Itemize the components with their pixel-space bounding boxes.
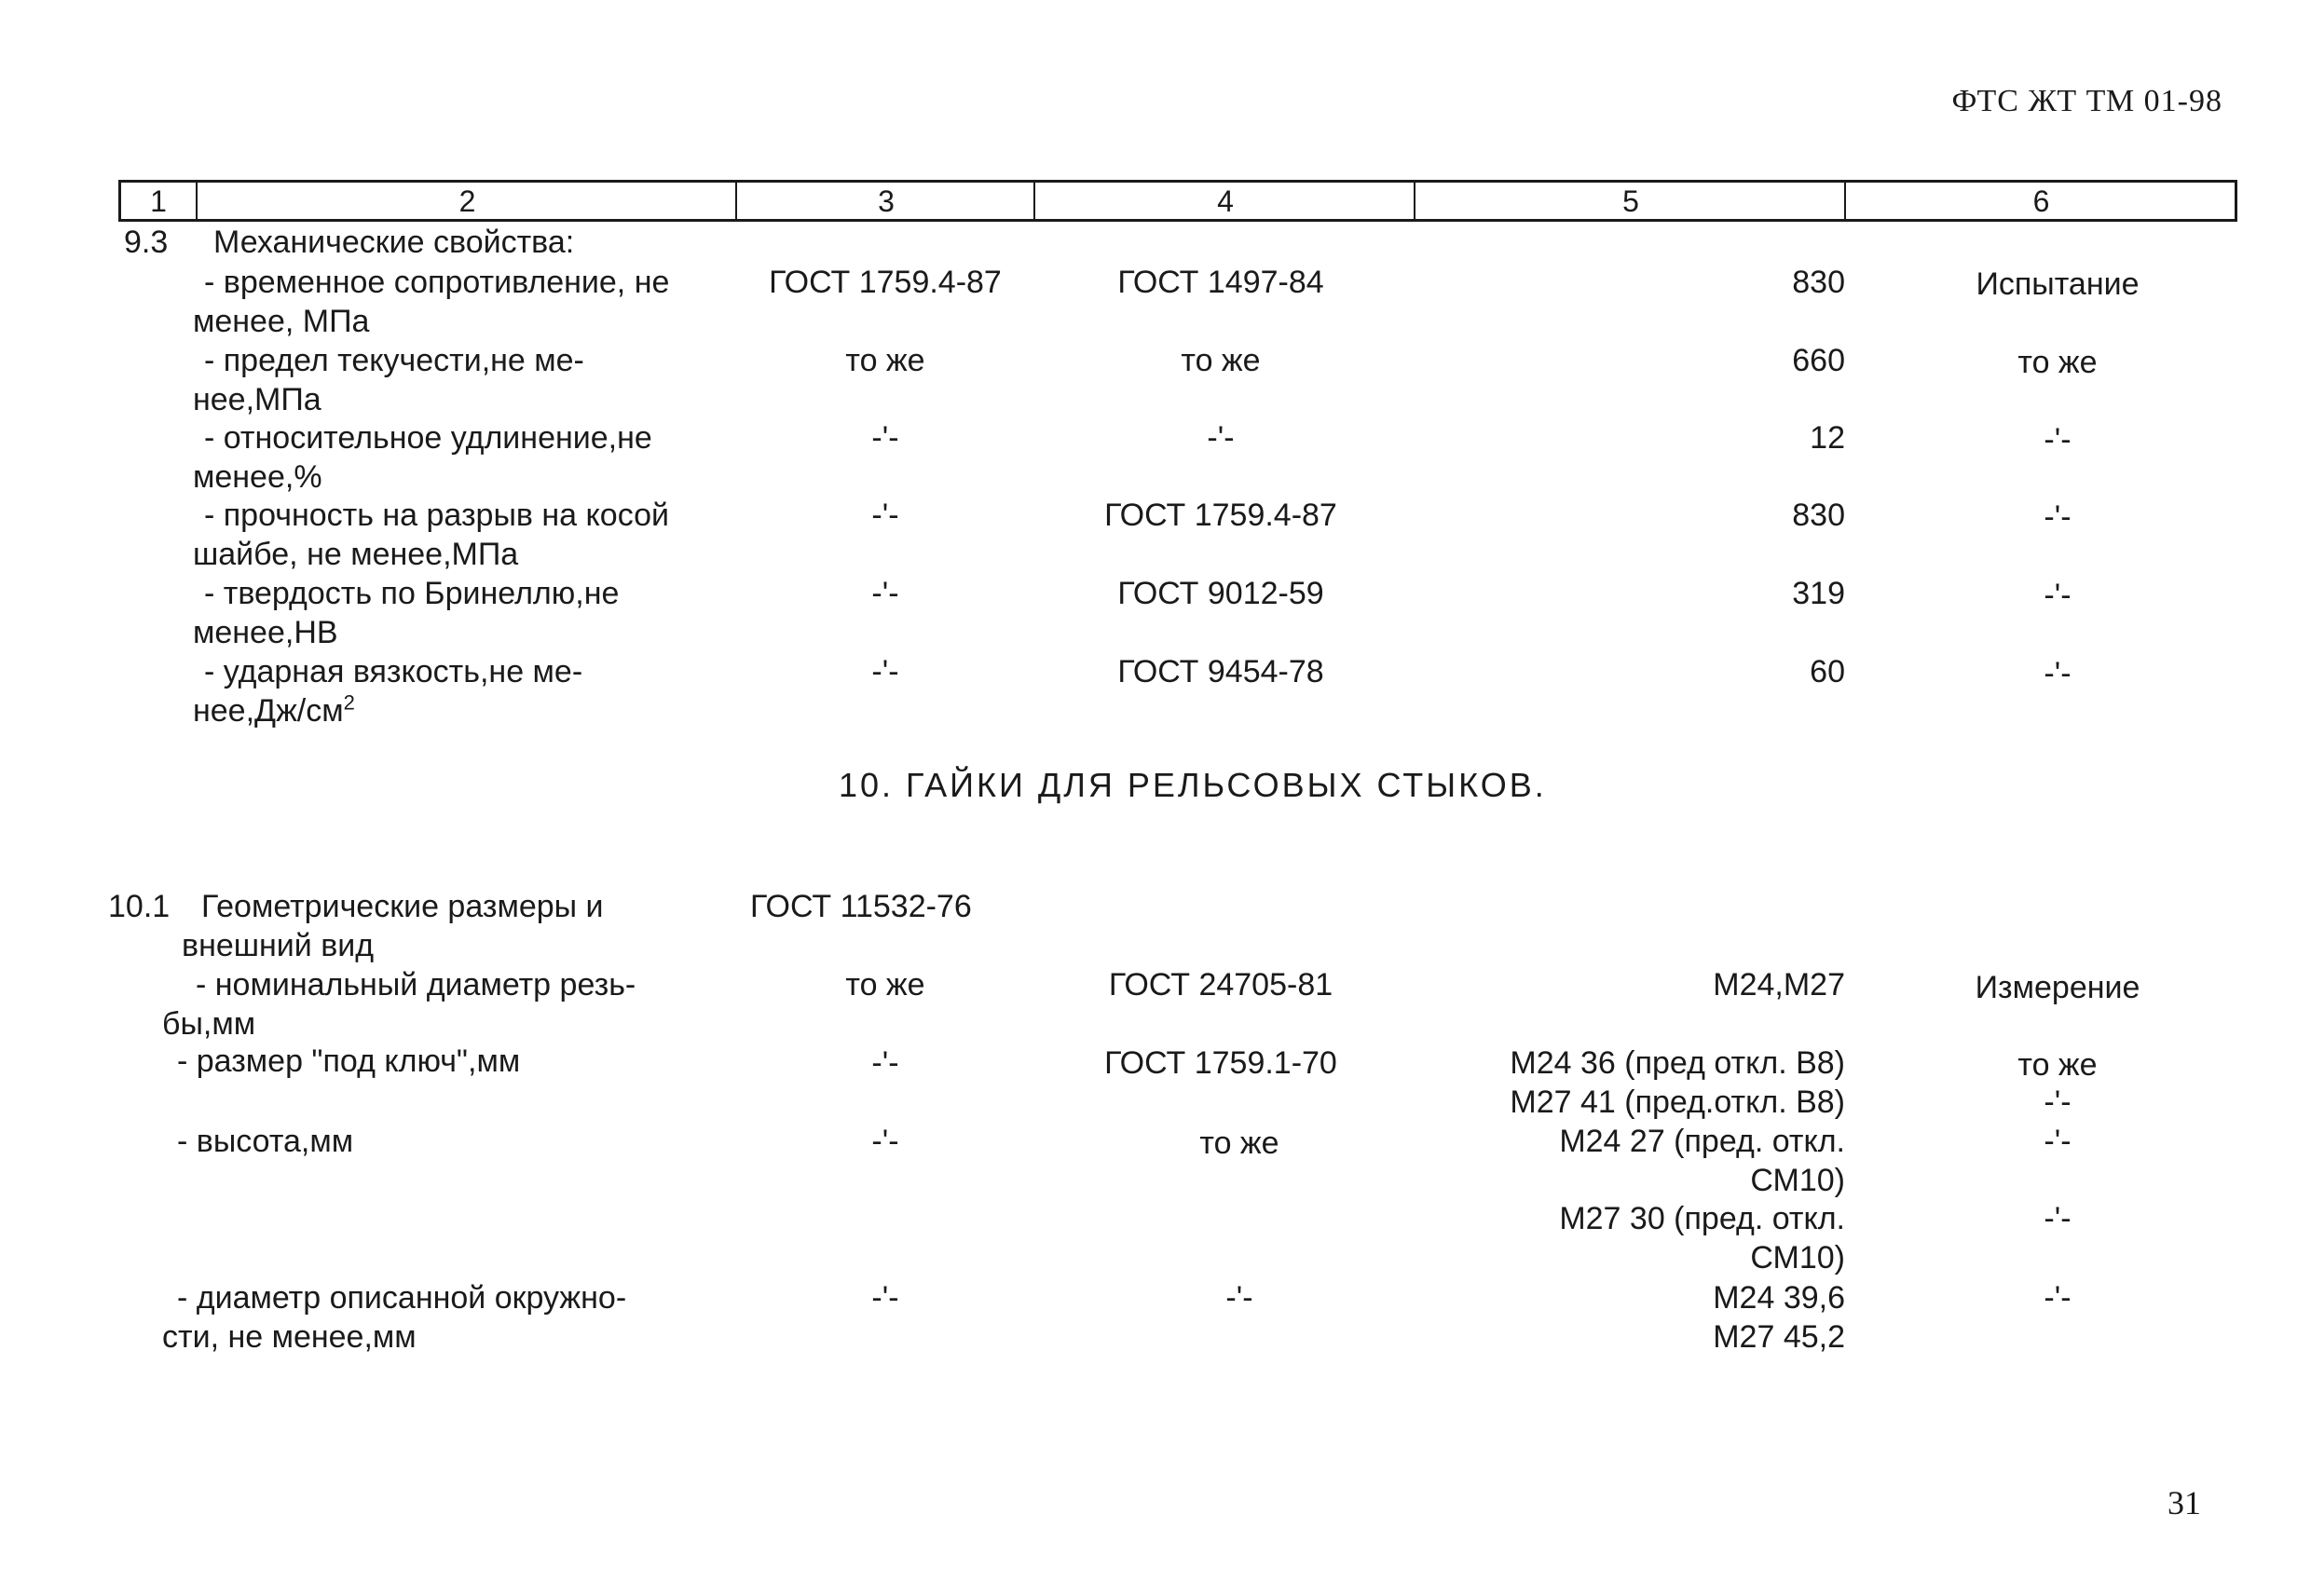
row-control: Измерение	[1975, 970, 2140, 1005]
row-value: 830	[1792, 498, 1845, 533]
row-value-line: М27 30 (пред. откл.	[1559, 1201, 1845, 1236]
row-method-standard: то же	[845, 343, 925, 378]
row-name-line: - относительное удлинение,не	[204, 420, 652, 456]
row-control: то же	[2017, 1047, 2098, 1083]
row-value-line: М24 27 (пред. откл.	[1559, 1124, 1845, 1159]
row-control: -'-	[2044, 656, 2072, 691]
row-test-standard: -'-	[1207, 420, 1235, 456]
row-test-standard: то же	[1181, 343, 1261, 378]
row-value-line: М24 36 (пред откл. В8)	[1510, 1045, 1845, 1081]
row-name-line: менее,%	[193, 459, 322, 495]
row-method-standard: -'-	[871, 498, 899, 533]
row-name-line: менее,НВ	[193, 615, 338, 650]
section-title-line: Геометрические размеры и	[201, 889, 604, 924]
table-header	[118, 180, 2237, 222]
row-method-standard: -'-	[871, 1045, 899, 1081]
row-value-line: М24,М27	[1713, 967, 1845, 1003]
row-method-standard: то же	[845, 967, 925, 1003]
section-10-heading: 10. ГАЙКИ ДЛЯ РЕЛЬСОВЫХ СТЫКОВ.	[839, 766, 1547, 804]
header-col-3: 3	[735, 183, 1035, 219]
row-method-standard: -'-	[871, 1124, 899, 1159]
row-value-line: СМ10)	[1750, 1163, 1845, 1198]
page-number: 31	[2167, 1484, 2201, 1521]
row-control: -'-	[2044, 1084, 2072, 1120]
row-control: -'-	[2044, 578, 2072, 613]
row-method-standard: ГОСТ 1759.4-87	[769, 265, 1002, 300]
row-value: 60	[1810, 654, 1845, 689]
row-test-standard: ГОСТ 1497-84	[1117, 265, 1324, 300]
header-col-2: 2	[196, 183, 737, 219]
row-test-standard: то же	[1199, 1125, 1279, 1161]
row-value-line: М27 41 (пред.откл. В8)	[1510, 1084, 1845, 1120]
row-control: то же	[2017, 345, 2098, 380]
row-name-line: шайбе, не менее,МПа	[193, 537, 519, 572]
row-control: -'-	[2044, 1124, 2072, 1159]
row-value: 830	[1792, 265, 1845, 300]
row-name-line: - прочность на разрыв на косой	[204, 498, 669, 533]
row-name-line: менее, МПа	[193, 304, 370, 339]
section-title: Механические свойства:	[213, 225, 575, 260]
row-control: -'-	[2044, 1280, 2072, 1316]
row-name-line: бы,мм	[162, 1006, 256, 1042]
row-method-standard: -'-	[871, 1280, 899, 1316]
row-name-line: - временное сопротивление, не	[204, 265, 670, 300]
document-code: ФТС ЖТ ТМ 01-98	[1951, 84, 2222, 118]
section-number: 9.3	[124, 225, 169, 260]
row-method-standard: -'-	[871, 576, 899, 611]
row-test-standard: ГОСТ 9454-78	[1117, 654, 1324, 689]
section-title-line: внешний вид	[182, 928, 375, 963]
header-col-6: 6	[1844, 183, 2236, 219]
row-name-text: нее,Дж/см	[193, 693, 344, 729]
row-name-line: - номинальный диаметр резь-	[196, 967, 636, 1003]
row-value: 12	[1810, 420, 1845, 456]
row-name-line: - ударная вязкость,не ме-	[204, 654, 583, 689]
row-name-line: сти, не менее,мм	[162, 1319, 417, 1355]
row-test-standard: -'-	[1225, 1280, 1253, 1316]
row-control: Испытание	[1976, 266, 2140, 302]
row-test-standard: ГОСТ 24705-81	[1108, 967, 1333, 1003]
row-name-line: нее,МПа	[193, 382, 321, 417]
header-col-1: 1	[150, 184, 167, 218]
header-col-5: 5	[1414, 183, 1846, 219]
row-name-line: - высота,мм	[177, 1124, 354, 1159]
row-control: -'-	[2044, 422, 2072, 457]
row-value: 660	[1792, 343, 1845, 378]
row-test-standard: ГОСТ 1759.1-70	[1104, 1045, 1337, 1081]
row-name-line: - диаметр описанной окружно-	[177, 1280, 627, 1316]
row-value: 319	[1792, 576, 1845, 611]
row-test-standard: ГОСТ 9012-59	[1117, 576, 1324, 611]
row-method-standard: -'-	[871, 654, 899, 689]
header-col-4: 4	[1033, 183, 1415, 219]
row-name-line: - предел текучести,не ме-	[204, 343, 584, 378]
row-method-standard: -'-	[871, 420, 899, 456]
row-name-line: - твердость по Бринеллю,не	[204, 576, 620, 611]
row-control: -'-	[2044, 499, 2072, 535]
row-value-line: М24 39,6	[1713, 1280, 1845, 1316]
row-value-line: М27 45,2	[1713, 1319, 1845, 1355]
row-control: -'-	[2044, 1201, 2072, 1236]
row-name-line: - размер "под ключ",мм	[177, 1044, 521, 1079]
section-standard: ГОСТ 11532-76	[750, 889, 972, 924]
superscript: 2	[343, 690, 355, 715]
row-value-line: СМ10)	[1750, 1240, 1845, 1275]
row-name-line	[193, 691, 355, 730]
section-number: 10.1	[108, 889, 171, 924]
row-test-standard: ГОСТ 1759.4-87	[1104, 498, 1337, 533]
